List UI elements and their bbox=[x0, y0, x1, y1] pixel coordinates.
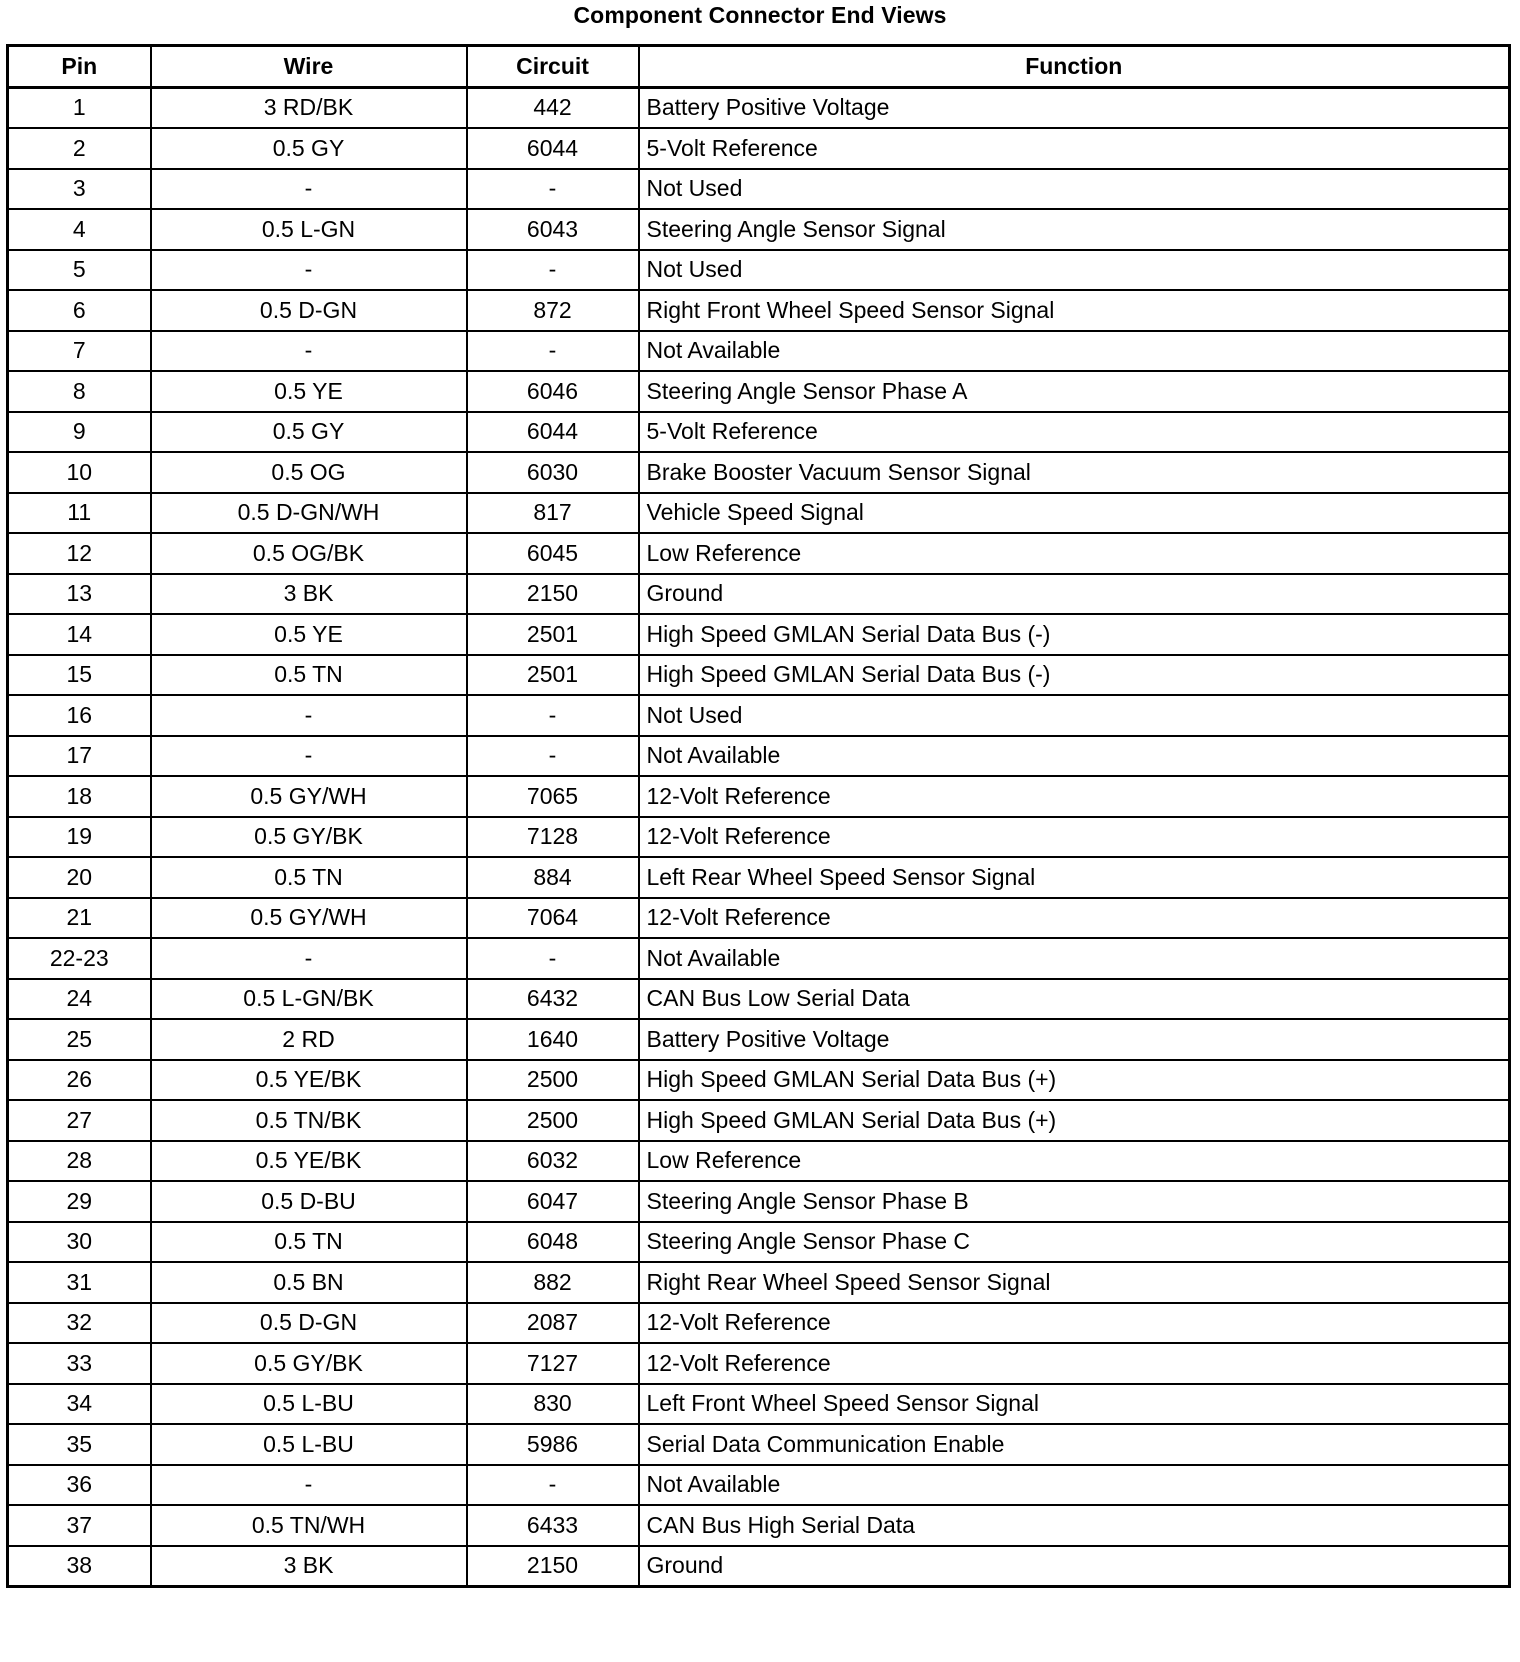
cell-wire: 0.5 YE bbox=[151, 614, 467, 655]
table-row bbox=[8, 452, 1510, 493]
cell-circuit: 7127 bbox=[467, 1343, 639, 1384]
cell-pin: 22-23 bbox=[8, 938, 151, 979]
cell-pin: 26 bbox=[8, 1060, 151, 1101]
table-row bbox=[8, 1505, 1510, 1546]
cell-function: Battery Positive Voltage bbox=[639, 87, 1510, 128]
cell-wire: 0.5 L-BU bbox=[151, 1424, 467, 1465]
cell-pin: 24 bbox=[8, 979, 151, 1020]
cell-wire: 0.5 GY/WH bbox=[151, 898, 467, 939]
cell-pin: 21 bbox=[8, 898, 151, 939]
table-row bbox=[8, 1343, 1510, 1384]
cell-pin: 12 bbox=[8, 533, 151, 574]
cell-circuit: 1640 bbox=[467, 1019, 639, 1060]
cell-pin: 29 bbox=[8, 1181, 151, 1222]
cell-pin: 19 bbox=[8, 817, 151, 858]
cell-pin: 32 bbox=[8, 1303, 151, 1344]
cell-pin: 8 bbox=[8, 371, 151, 412]
cell-wire: 0.5 BN bbox=[151, 1262, 467, 1303]
table-row bbox=[8, 1181, 1510, 1222]
cell-circuit: - bbox=[467, 1465, 639, 1506]
cell-circuit: 2500 bbox=[467, 1100, 639, 1141]
cell-circuit: 2501 bbox=[467, 655, 639, 696]
cell-pin: 11 bbox=[8, 493, 151, 534]
cell-circuit: 2087 bbox=[467, 1303, 639, 1344]
cell-wire: 0.5 GY/BK bbox=[151, 1343, 467, 1384]
table-row bbox=[8, 1060, 1510, 1101]
cell-function: Low Reference bbox=[639, 1141, 1510, 1182]
cell-wire: 0.5 L-GN/BK bbox=[151, 979, 467, 1020]
table-row bbox=[8, 128, 1510, 169]
cell-pin: 35 bbox=[8, 1424, 151, 1465]
cell-wire: 0.5 TN/WH bbox=[151, 1505, 467, 1546]
table-row bbox=[8, 857, 1510, 898]
cell-circuit: 7065 bbox=[467, 776, 639, 817]
table-row bbox=[8, 817, 1510, 858]
cell-circuit: 6043 bbox=[467, 209, 639, 250]
table-row bbox=[8, 169, 1510, 210]
cell-function: CAN Bus Low Serial Data bbox=[639, 979, 1510, 1020]
cell-wire: - bbox=[151, 169, 467, 210]
cell-function: 12-Volt Reference bbox=[639, 898, 1510, 939]
cell-function: Not Used bbox=[639, 250, 1510, 291]
cell-function: High Speed GMLAN Serial Data Bus (-) bbox=[639, 655, 1510, 696]
cell-wire: 3 RD/BK bbox=[151, 87, 467, 128]
cell-wire: 0.5 TN bbox=[151, 857, 467, 898]
cell-pin: 25 bbox=[8, 1019, 151, 1060]
table-row bbox=[8, 614, 1510, 655]
cell-function: Steering Angle Sensor Phase A bbox=[639, 371, 1510, 412]
table-row bbox=[8, 1019, 1510, 1060]
cell-wire: - bbox=[151, 1465, 467, 1506]
cell-circuit: - bbox=[467, 169, 639, 210]
cell-pin: 28 bbox=[8, 1141, 151, 1182]
cell-circuit: 2150 bbox=[467, 574, 639, 615]
cell-function: Not Available bbox=[639, 1465, 1510, 1506]
cell-wire: 0.5 GY bbox=[151, 128, 467, 169]
page-title: Component Connector End Views bbox=[573, 2, 947, 28]
cell-wire: 0.5 D-GN bbox=[151, 290, 467, 331]
cell-circuit: 884 bbox=[467, 857, 639, 898]
cell-wire: 0.5 TN/BK bbox=[151, 1100, 467, 1141]
cell-function: Steering Angle Sensor Phase B bbox=[639, 1181, 1510, 1222]
table-row bbox=[8, 1222, 1510, 1263]
table-row bbox=[8, 1384, 1510, 1425]
cell-circuit: 442 bbox=[467, 87, 639, 128]
table-row bbox=[8, 898, 1510, 939]
column-header-circuit: Circuit bbox=[467, 46, 639, 88]
cell-function: High Speed GMLAN Serial Data Bus (+) bbox=[639, 1100, 1510, 1141]
cell-function: Serial Data Communication Enable bbox=[639, 1424, 1510, 1465]
cell-function: Steering Angle Sensor Signal bbox=[639, 209, 1510, 250]
connector-pinout-table bbox=[6, 44, 1511, 1588]
cell-circuit: 6045 bbox=[467, 533, 639, 574]
cell-pin: 6 bbox=[8, 290, 151, 331]
cell-pin: 33 bbox=[8, 1343, 151, 1384]
cell-circuit: 6030 bbox=[467, 452, 639, 493]
cell-circuit: 7128 bbox=[467, 817, 639, 858]
cell-wire: 2 RD bbox=[151, 1019, 467, 1060]
cell-circuit: 6046 bbox=[467, 371, 639, 412]
table-header bbox=[8, 46, 1510, 88]
cell-circuit: - bbox=[467, 736, 639, 777]
cell-circuit: 817 bbox=[467, 493, 639, 534]
cell-wire: 0.5 YE bbox=[151, 371, 467, 412]
cell-wire: 0.5 OG/BK bbox=[151, 533, 467, 574]
cell-pin: 27 bbox=[8, 1100, 151, 1141]
table-row bbox=[8, 655, 1510, 696]
cell-circuit: 6032 bbox=[467, 1141, 639, 1182]
cell-function: Not Used bbox=[639, 169, 1510, 210]
cell-wire: 0.5 D-GN/WH bbox=[151, 493, 467, 534]
cell-function: High Speed GMLAN Serial Data Bus (+) bbox=[639, 1060, 1510, 1101]
table-row bbox=[8, 209, 1510, 250]
cell-pin: 34 bbox=[8, 1384, 151, 1425]
cell-function: 12-Volt Reference bbox=[639, 1303, 1510, 1344]
cell-circuit: 7064 bbox=[467, 898, 639, 939]
cell-pin: 1 bbox=[8, 87, 151, 128]
header-row bbox=[8, 46, 1510, 88]
cell-function: Left Front Wheel Speed Sensor Signal bbox=[639, 1384, 1510, 1425]
table-row bbox=[8, 533, 1510, 574]
table-row bbox=[8, 938, 1510, 979]
cell-pin: 18 bbox=[8, 776, 151, 817]
column-header-wire: Wire bbox=[151, 46, 467, 88]
cell-circuit: 6433 bbox=[467, 1505, 639, 1546]
cell-function: Not Available bbox=[639, 938, 1510, 979]
cell-wire: 0.5 L-BU bbox=[151, 1384, 467, 1425]
cell-wire: 0.5 L-GN bbox=[151, 209, 467, 250]
cell-circuit: 6044 bbox=[467, 412, 639, 453]
cell-wire: - bbox=[151, 250, 467, 291]
cell-pin: 3 bbox=[8, 169, 151, 210]
cell-function: Right Rear Wheel Speed Sensor Signal bbox=[639, 1262, 1510, 1303]
cell-circuit: 6047 bbox=[467, 1181, 639, 1222]
cell-function: 5-Volt Reference bbox=[639, 128, 1510, 169]
cell-wire: - bbox=[151, 695, 467, 736]
cell-circuit: 5986 bbox=[467, 1424, 639, 1465]
cell-function: 12-Volt Reference bbox=[639, 817, 1510, 858]
connector-table-container bbox=[6, 44, 1508, 1588]
cell-pin: 15 bbox=[8, 655, 151, 696]
table-row bbox=[8, 331, 1510, 372]
cell-pin: 16 bbox=[8, 695, 151, 736]
table-row bbox=[8, 1262, 1510, 1303]
cell-function: Vehicle Speed Signal bbox=[639, 493, 1510, 534]
cell-circuit: 6044 bbox=[467, 128, 639, 169]
cell-function: Ground bbox=[639, 574, 1510, 615]
cell-circuit: 2501 bbox=[467, 614, 639, 655]
cell-pin: 9 bbox=[8, 412, 151, 453]
cell-function: CAN Bus High Serial Data bbox=[639, 1505, 1510, 1546]
cell-function: 12-Volt Reference bbox=[639, 1343, 1510, 1384]
column-header-function: Function bbox=[639, 46, 1510, 88]
table-row bbox=[8, 87, 1510, 128]
cell-circuit: 2500 bbox=[467, 1060, 639, 1101]
table-row bbox=[8, 979, 1510, 1020]
cell-circuit: 2150 bbox=[467, 1546, 639, 1587]
cell-wire: - bbox=[151, 331, 467, 372]
cell-wire: 0.5 OG bbox=[151, 452, 467, 493]
table-row bbox=[8, 371, 1510, 412]
table-row bbox=[8, 1546, 1510, 1587]
cell-circuit: - bbox=[467, 331, 639, 372]
cell-pin: 36 bbox=[8, 1465, 151, 1506]
cell-function: Not Available bbox=[639, 736, 1510, 777]
cell-circuit: 6048 bbox=[467, 1222, 639, 1263]
cell-wire: - bbox=[151, 938, 467, 979]
cell-wire: 3 BK bbox=[151, 574, 467, 615]
cell-wire: 0.5 TN bbox=[151, 655, 467, 696]
table-row bbox=[8, 1303, 1510, 1344]
cell-function: Ground bbox=[639, 1546, 1510, 1587]
table-row bbox=[8, 1424, 1510, 1465]
cell-pin: 10 bbox=[8, 452, 151, 493]
cell-pin: 2 bbox=[8, 128, 151, 169]
cell-function: Right Front Wheel Speed Sensor Signal bbox=[639, 290, 1510, 331]
cell-circuit: 872 bbox=[467, 290, 639, 331]
cell-circuit: 6432 bbox=[467, 979, 639, 1020]
cell-pin: 4 bbox=[8, 209, 151, 250]
cell-pin: 31 bbox=[8, 1262, 151, 1303]
table-row bbox=[8, 736, 1510, 777]
cell-pin: 20 bbox=[8, 857, 151, 898]
table-row bbox=[8, 1100, 1510, 1141]
cell-pin: 7 bbox=[8, 331, 151, 372]
cell-wire: 0.5 D-GN bbox=[151, 1303, 467, 1344]
table-row bbox=[8, 290, 1510, 331]
cell-function: Left Rear Wheel Speed Sensor Signal bbox=[639, 857, 1510, 898]
cell-wire: - bbox=[151, 736, 467, 777]
cell-function: 12-Volt Reference bbox=[639, 776, 1510, 817]
cell-pin: 38 bbox=[8, 1546, 151, 1587]
cell-pin: 14 bbox=[8, 614, 151, 655]
cell-circuit: - bbox=[467, 695, 639, 736]
cell-circuit: - bbox=[467, 250, 639, 291]
table-row bbox=[8, 695, 1510, 736]
table-body bbox=[8, 87, 1510, 1587]
cell-function: Steering Angle Sensor Phase C bbox=[639, 1222, 1510, 1263]
table-row bbox=[8, 412, 1510, 453]
column-header-pin: Pin bbox=[8, 46, 151, 88]
cell-wire: 0.5 GY/BK bbox=[151, 817, 467, 858]
cell-function: High Speed GMLAN Serial Data Bus (-) bbox=[639, 614, 1510, 655]
cell-wire: 0.5 YE/BK bbox=[151, 1060, 467, 1101]
cell-wire: 0.5 YE/BK bbox=[151, 1141, 467, 1182]
table-row bbox=[8, 1141, 1510, 1182]
cell-wire: 0.5 GY bbox=[151, 412, 467, 453]
cell-wire: 3 BK bbox=[151, 1546, 467, 1587]
cell-pin: 17 bbox=[8, 736, 151, 777]
cell-function: Not Used bbox=[639, 695, 1510, 736]
cell-pin: 5 bbox=[8, 250, 151, 291]
cell-function: Brake Booster Vacuum Sensor Signal bbox=[639, 452, 1510, 493]
cell-function: Low Reference bbox=[639, 533, 1510, 574]
cell-function: Not Available bbox=[639, 331, 1510, 372]
table-row bbox=[8, 776, 1510, 817]
cell-pin: 13 bbox=[8, 574, 151, 615]
table-row bbox=[8, 493, 1510, 534]
table-row bbox=[8, 250, 1510, 291]
cell-wire: 0.5 GY/WH bbox=[151, 776, 467, 817]
cell-circuit: 882 bbox=[467, 1262, 639, 1303]
cell-circuit: 830 bbox=[467, 1384, 639, 1425]
table-row bbox=[8, 574, 1510, 615]
cell-wire: 0.5 TN bbox=[151, 1222, 467, 1263]
cell-function: Battery Positive Voltage bbox=[639, 1019, 1510, 1060]
cell-pin: 37 bbox=[8, 1505, 151, 1546]
cell-wire: 0.5 D-BU bbox=[151, 1181, 467, 1222]
table-row bbox=[8, 1465, 1510, 1506]
cell-function: 5-Volt Reference bbox=[639, 412, 1510, 453]
cell-circuit: - bbox=[467, 938, 639, 979]
cell-pin: 30 bbox=[8, 1222, 151, 1263]
